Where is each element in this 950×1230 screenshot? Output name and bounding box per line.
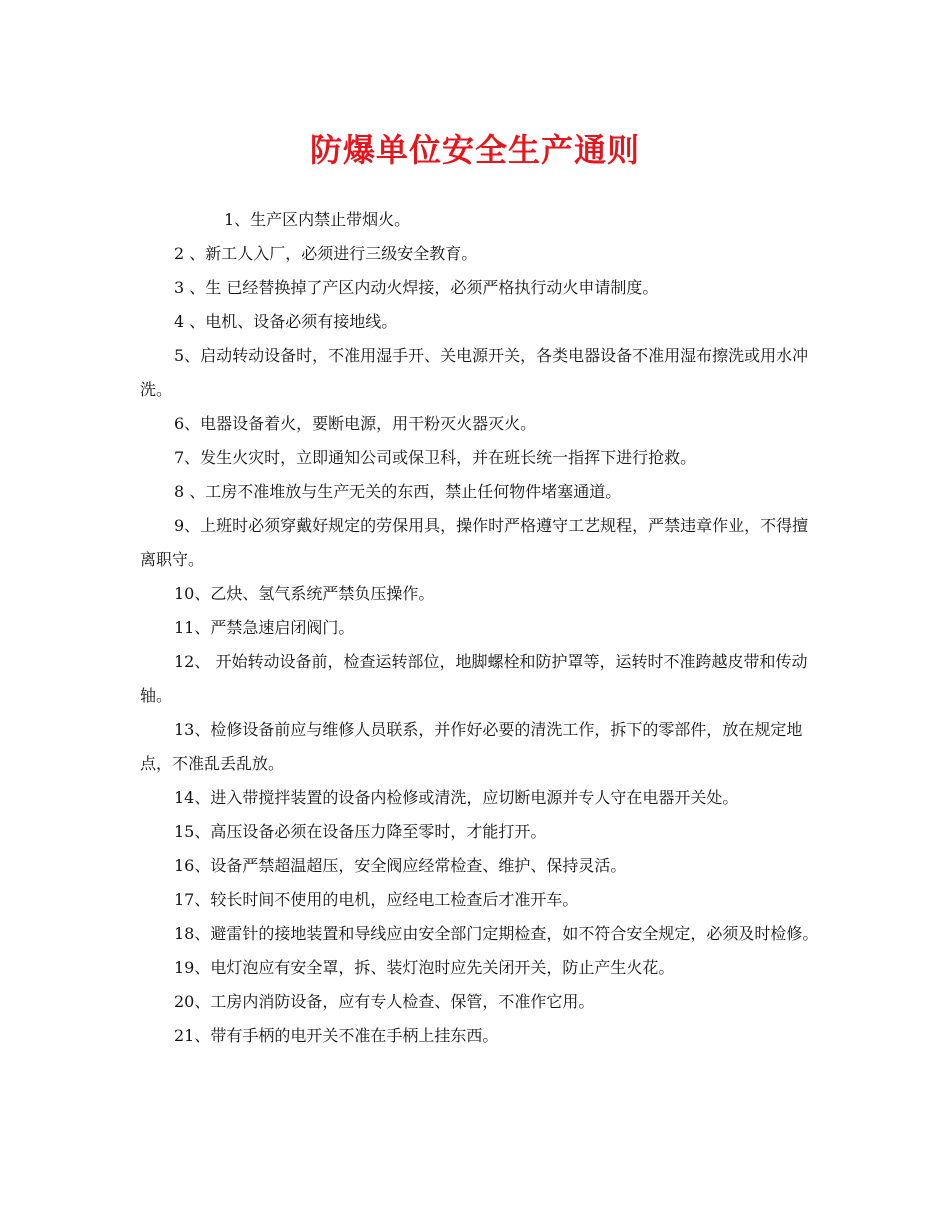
rule-item-8: 8 、工房不准堆放与生产无关的东西，禁止任何物件堵塞通道。 <box>174 482 622 501</box>
rule-item-18: 18、避雷针的接地装置和导线应由安全部门定期检查，如不符合安全规定，必须及时检修。 <box>174 924 819 943</box>
rule-item-21: 21、带有手柄的电开关不准在手柄上挂东西。 <box>174 1026 499 1045</box>
rule-item-12: 12、 开始转动设备前，检查运转部位，地脚螺栓和防护罩等，运转时不准跨越皮带和传动轴。 <box>140 652 808 705</box>
rule-item-15: 15、高压设备必须在设备压力降至零时，才能打开。 <box>174 822 547 841</box>
rule-item-16: 16、设备严禁超温超压，安全阀应经常检查、维护、保持灵活。 <box>174 856 627 875</box>
rule-item-2: 2 、新工人入厂，必须进行三级安全教育。 <box>174 244 478 263</box>
rule-item-5: 5、启动转动设备时，不准用湿手开、关电源开关，各类电器设备不准用湿布擦洗或用水冲洗。 <box>140 346 809 399</box>
rule-item-1: 1、生产区内禁止带烟火。 <box>224 210 411 229</box>
rule-item-13: 13、检修设备前应与维修人员联系，并作好必要的清洗工作，拆下的零部件，放在规定地点，不准乱丢乱放。 <box>140 720 803 773</box>
rule-item-10: 10、乙炔、氢气系统严禁负压操作。 <box>174 584 435 603</box>
rule-item-17: 17、较长时间不使用的电机，应经电工检查后才准开车。 <box>174 890 579 909</box>
rule-item-4: 4 、电机、设备必须有接地线。 <box>174 312 398 331</box>
rule-item-11: 11、严禁急速启闭阀门。 <box>174 618 355 637</box>
rule-item-19: 19、电灯泡应有安全罩，拆、装灯泡时应先关闭开关，防止产生火花。 <box>174 958 675 977</box>
rule-item-3: 3 、生 已经替换掉了产区内动火焊接，必须严格执行动火申请制度。 <box>174 278 659 297</box>
document-title: 防爆单位安全生产通则 <box>309 131 640 169</box>
rule-item-20: 20、工房内消防设备，应有专人检查、保管，不准作它用。 <box>174 992 595 1011</box>
rule-item-14: 14、进入带搅拌装置的设备内检修或清洗，应切断电源并专人守在电器开关处。 <box>174 788 739 807</box>
rule-item-7: 7、发生火灾时，立即通知公司或保卫科，并在班长统一指挥下进行抢救。 <box>174 448 697 467</box>
rule-item-9: 9、上班时必须穿戴好规定的劳保用具，操作时严格遵守工艺规程，严禁违章作业，不得擅离职守。 <box>140 516 809 569</box>
rule-item-6: 6、电器设备着火，要断电源，用干粉灭火器灭火。 <box>174 414 537 433</box>
rules-list <box>140 203 820 1053</box>
